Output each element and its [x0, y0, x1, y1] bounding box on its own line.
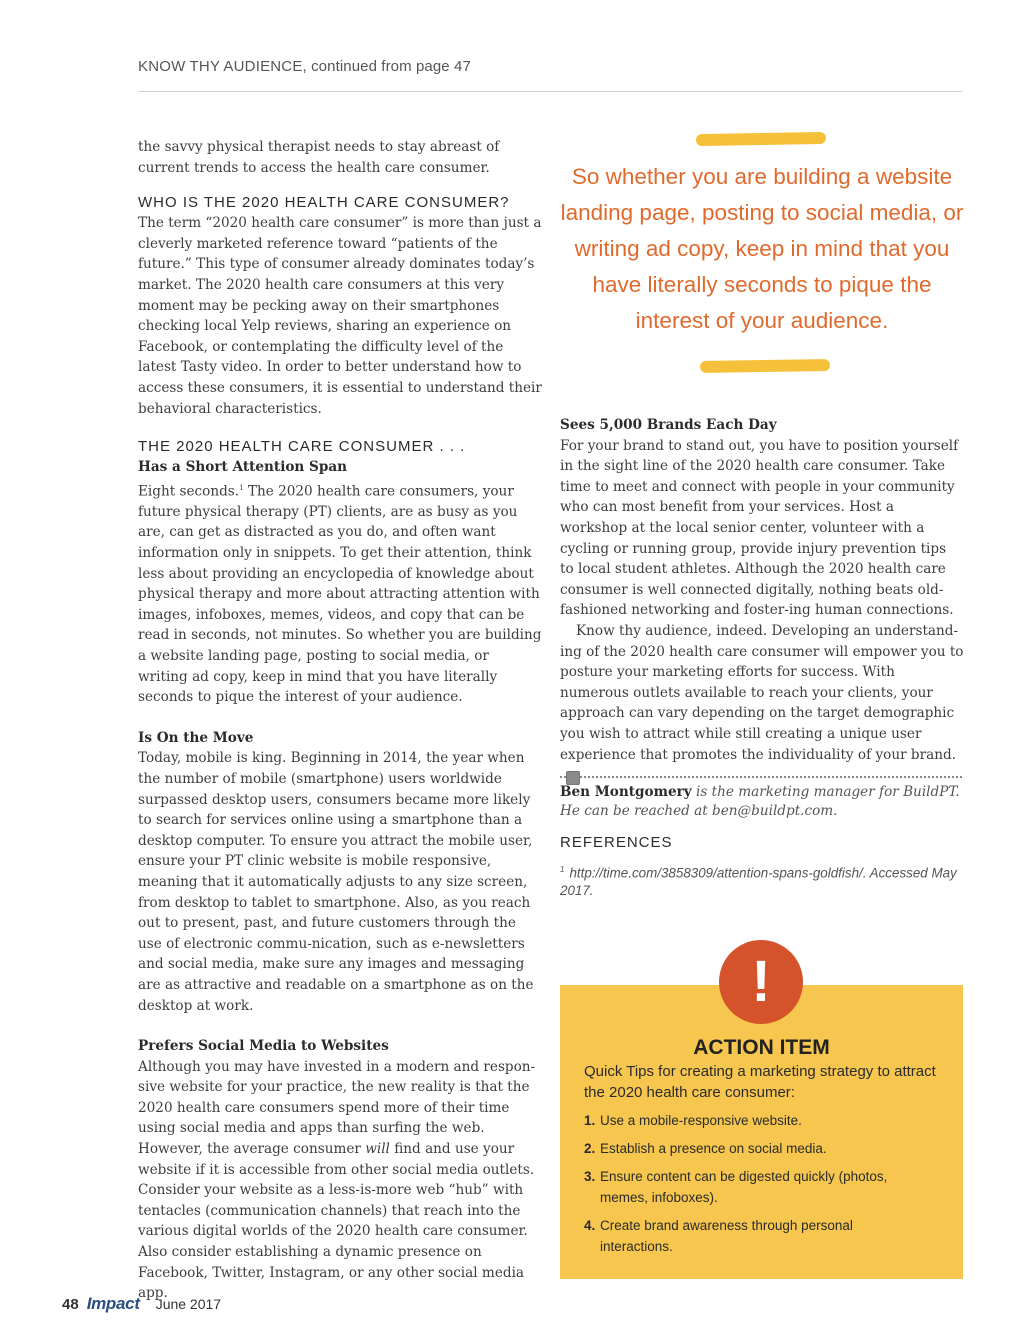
running-head-label: KNOW THY AUDIENCE [138, 58, 303, 75]
reference-item [560, 861, 964, 900]
attention-span-text: The 2020 health care consumers, your future physical therapy (PT) clients, are as busy as you are, can get as distracted as you do, and often want information only in snippets. To get their attention, think less about providing an encyclopedia of knowledge about physical therapy and more about attracting attention with images, infoboxes, memes, videos, and copy that can be read in seconds, not minutes. So whether you are building a website landing page, posting to social media, or writing ad copy, keep in mind that you have literally seconds to pique the interest of your audience. [138, 483, 542, 706]
social-media-text-b: find and use your website if it is accessible from other social media outlets. Consider your website as a less-is-more web “hub” with tentacles (communication channels) that reach into the various digital worlds of the 2020 health care consumer. Also consider establishing a dynamic presence on Facebook, Twitter, Instagram, or any other social media app. [138, 1141, 535, 1302]
left-column [138, 137, 542, 1304]
highlight-stroke-top [696, 132, 826, 146]
action-item-title: ACTION ITEM [693, 1036, 830, 1059]
tip-text: Establish a presence on social media. [600, 1141, 827, 1156]
highlight-stroke-bottom [700, 359, 830, 373]
page-footer [62, 1294, 221, 1314]
attention-span-lead: Eight seconds. [138, 483, 240, 500]
author-bio [560, 783, 964, 820]
tip-number: 3. [584, 1169, 596, 1184]
page-number: 48 [62, 1296, 79, 1313]
end-mark-icon: I [566, 771, 580, 785]
running-head [138, 58, 471, 75]
subheading-brands: Sees 5,000 Brands Each Day [560, 417, 777, 433]
running-head-continued: , continued from page 47 [302, 58, 471, 75]
header-rule [138, 91, 962, 92]
closing-paragraph [560, 621, 964, 786]
action-tips-list [584, 1110, 929, 1264]
attention-span-body [138, 478, 542, 708]
tip-text: Use a mobile-responsive website. [600, 1113, 802, 1128]
magazine-logo: Impact [86, 1294, 140, 1313]
tip-number: 1. [584, 1113, 596, 1128]
brands-body: For your brand to stand out, you have to position yourself in the sight line of the 2020 health care consumer. Take time to meet and connect with people in your community who can most benefit from your services. Host a workshop at the local senior center, volunteer with a cycling or running group, provide injury prevention tips to local student athletes. Although the 2020 health care consumer is well connected digitally, nothing beats old-fashioned networking and foster-ing human connections. [560, 437, 959, 619]
section-heading-consumer: THE 2020 HEALTH CARE CONSUMER . . . [138, 438, 466, 456]
action-item-intro: Quick Tips for creating a marketing strategy to attract the 2020 health care consumer: [584, 1063, 936, 1101]
reference-text: http://time.com/3858309/attention-spans-goldfish/. Accessed May 2017. [560, 865, 957, 899]
spacer [138, 1016, 542, 1036]
intro-paragraph: the savvy physical therapist needs to stay abreast of current trends to access the health care consumer. [138, 139, 500, 176]
list-item [584, 1110, 929, 1131]
footnote-marker: 1 [239, 483, 244, 492]
list-item [584, 1138, 929, 1159]
section-heading-who: WHO IS THE 2020 HEALTH CARE CONSUMER? [138, 194, 510, 212]
author-bio-text: is the marketing manager for BuildPT. He can be reached at ben@buildpt.com. [560, 784, 960, 819]
closing-text: Know thy audience, indeed. Developing an understand-ing of the 2020 health care consumer will empower you to posture your marketing efforts for success. With numerous outlets available to reach your clients, your approach can vary depending on the target demographic you wish to attract while still creating a unique user experience that promotes the individuality of your brand. [560, 622, 964, 763]
list-item [584, 1215, 929, 1257]
issue-date: June 2017 [155, 1296, 222, 1312]
right-column [560, 415, 964, 786]
tip-text: Ensure content can be digested quickly (photos, memes, infoboxes). [600, 1169, 888, 1205]
reference-number: 1 [560, 865, 565, 874]
social-media-emphasis: will [365, 1141, 390, 1158]
tip-number: 4. [584, 1218, 596, 1233]
social-media-text-a: Although you may have invested in a modern and respon-sive website for your practice, the new reality is that the 2020 health care consumers spend more of their time using social media and apps than surfing the web. However, the average consumer [138, 1058, 536, 1158]
tip-number: 2. [584, 1141, 596, 1156]
subheading-attention-span: Has a Short Attention Span [138, 459, 348, 476]
pull-quote [560, 125, 964, 385]
references-heading: REFERENCES [560, 834, 673, 851]
on-the-move-body: Today, mobile is king. Beginning in 2014, the year when the number of mobile (smartphone) users worldwide surpassed desktop users, consumers became more likely to search for services online using a smartphone than a desktop computer. To ensure you attract the mobile user, ensure your PT clinic website is mobile responsive, meaning that it automatically adjusts to any size screen, from desktop to tablet to smartphone. Also, as you reach out to present, past, and future customers through the use of electronic commu-nication, such as e-newsletters and social media, make sure any images and messaging are as attractive and readable on a smartphone as on the desktop at work. [138, 750, 534, 1014]
author-divider [560, 776, 962, 778]
exclamation-icon: ! [719, 940, 803, 1024]
social-media-body [138, 1057, 542, 1304]
subheading-social-media: Prefers Social Media to Websites [138, 1038, 389, 1055]
list-item [584, 1166, 929, 1208]
subheading-on-the-move: Is On the Move [138, 729, 254, 746]
author-name: Ben Montgomery [560, 784, 692, 800]
pull-quote-text: So whether you are building a website landing page, posting to social media, or writing ad copy, keep in mind that you have literally seconds to pique the interest of your audience. [560, 164, 964, 333]
section-who-body: The term “2020 health care consumer” is more than just a cleverly marketed reference toward “patients of the future.” This type of consumer already dominates today’s market. The 2020 health care consumers at this very moment may be pecking away on their smartphones checking local Yelp reviews, sharing an experience on Facebook, or contemplating the difficulty level of the latest Tasty video. In order to better understand how to access these consumers, it is essential to understand their behavioral characteristics. [138, 215, 542, 417]
spacer [138, 708, 542, 728]
tip-text: Create brand awareness through personal interactions. [600, 1218, 853, 1254]
